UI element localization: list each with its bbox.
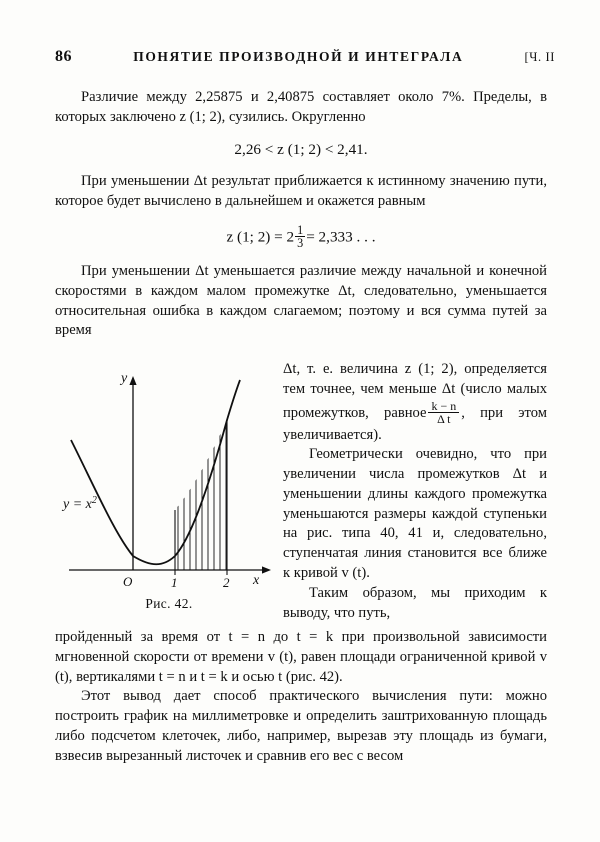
figure-caption: Рис. 42. [145,596,193,611]
body-text-top [55,88,547,341]
paragraph-1: Различие между 2,25875 и 2,40875 составляет около 7%. Пределы, в которых заключено z (1; 2), сузились. Округленно [55,89,547,125]
display-equation-2-tail: = 2,333 . . . [306,228,376,246]
wrapped-paragraph-3: Таким образом, мы приходим к выводу, что путь, [283,584,547,621]
origin-label: O [123,574,133,589]
display-equation-2 [55,224,547,251]
tick-label-1: 1 [171,575,178,590]
part-label: [Ч. II [524,50,555,64]
wrapped-paragraph-1-tail: , при этом увеличивается). [283,404,547,443]
display-equation-2-lead: z (1; 2) = 2 [226,228,295,246]
tick-label-2: 2 [223,575,230,590]
wrapped-paragraph-1-lead: Δt, т. е. величина z (1; 2), определяется тем точнее, чем меньше Δt (число малых промежутков, равное [283,361,547,421]
curve-label: $y = x^2$ [63,495,97,512]
wrapped-fraction [428,400,459,426]
wrapped-paragraph-2: Геометрически очевидно, что при увеличении числа промежутков Δt и уменьшении длины каждого промежутка уменьшаются размеры каждой ступеньки на рис. типа 40, 41 и, следовательно, ступенчатая линия становится все ближе к кривой v (t). [283,446,547,582]
running-title: ПОНЯТИЕ ПРОИЗВОДНОЙ И ИНТЕГРАЛА [133,49,464,64]
tail-paragraph-1: пройденный за время от t = n до t = k при произвольной зависимости мгновенной скорости от времени v (t), равен площади ограниченной кривой v (t), вертикалями t = n и t = k и осью t (рис. 42). [55,629,547,685]
paragraph-2: При уменьшении Δt результат приближается к истинному значению пути, которое будет вычислено в дальнейшем и окажется равным [55,173,547,209]
figure-42 [55,360,283,625]
paragraph-3: При уменьшении Δt уменьшается различие между начальной и конечной скоростями в каждом малом промежутке Δt, следовательно, уменьшается относительная ошибка в каждом слагаемом; поэтому и вся сумма путей за время [55,263,547,339]
body-text-bottom [55,628,547,766]
display-equation-2-fraction [295,224,305,251]
y-axis-arrow [129,376,136,385]
figure-canvas [55,360,283,592]
page-number: 86 [55,48,72,65]
page-header [55,48,555,66]
fraction-numerator: 1 [297,222,304,237]
wrapped-paragraph-1 [283,360,547,445]
x-axis-label: x [253,573,260,588]
parabola-plot [55,360,283,592]
y-axis-label: y [121,371,128,386]
wrapped-fraction-denominator: Δ t [428,412,459,426]
fraction-denominator: 3 [297,236,304,251]
body-text-wrapped [283,360,547,623]
tail-paragraph-2: Этот вывод дает способ практического вычисления пути: можно построить график на миллиметровке и определить заштрихованную площадь либо подсчетом клеточек, либо, например, вырезав эту площадь из бумаги, взвесив вырезанный листочек и сравнив его вес с весом [55,688,547,764]
display-equation-1: 2,26 < z (1; 2) < 2,41. [234,140,368,158]
x-axis-arrow [262,566,271,573]
wrapped-fraction-numerator: k − n [431,398,457,413]
shaded-area [175,420,227,570]
